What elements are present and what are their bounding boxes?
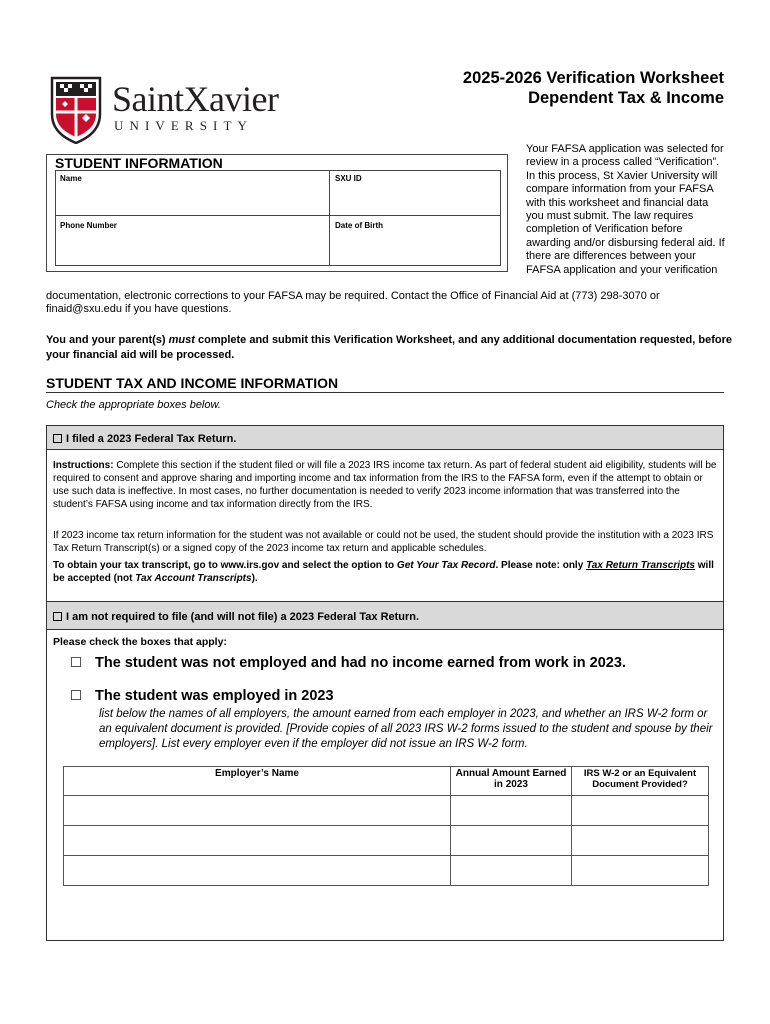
name-field[interactable] [56, 183, 328, 214]
employer-table-header [64, 767, 709, 796]
w2-provided-header: IRS W-2 or an Equivalent Document Provided? [572, 767, 709, 796]
employer-name-cell[interactable] [64, 796, 451, 826]
w2-cell[interactable] [572, 856, 709, 886]
tax-income-frame [46, 425, 724, 941]
sxu-id-field-label: SXU ID [335, 174, 362, 183]
employer-name-cell[interactable] [64, 826, 451, 856]
student-information-box [46, 154, 508, 272]
transcript-instructions: To obtain your tax transcript, go to www.irs.gov and select the option to Get Your Tax Record. Please note: only Tax Return Transcripts will be accepted (not Tax Account Transcripts). [53, 560, 714, 584]
option-employed [71, 688, 334, 704]
table-row [64, 796, 709, 826]
title-line-2: Dependent Tax & Income [528, 89, 724, 107]
dob-field[interactable] [331, 230, 499, 264]
filed-instructions-2: If 2023 income tax return information for the student was not available or could not be used, the student should provide the institution with a 2023 IRS Tax Return Transcript(s) or a signed copy of the 2023 income tax return and applicable schedules. [53, 530, 714, 554]
table-row [64, 826, 709, 856]
option-not-employed [71, 655, 626, 671]
shield-icon [50, 76, 102, 144]
sxu-id-field[interactable] [331, 183, 499, 214]
w2-cell[interactable] [572, 796, 709, 826]
section-heading: STUDENT TAX AND INCOME INFORMATION [46, 375, 724, 393]
filed-tax-return-label: I filed a 2023 Federal Tax Return. [66, 433, 237, 445]
phone-field-label: Phone Number [60, 221, 117, 230]
employer-name-cell[interactable] [64, 856, 451, 886]
not-filed-label: I am not required to file (and will not file) a 2023 Federal Tax Return. [66, 611, 420, 623]
dob-field-label: Date of Birth [335, 221, 383, 230]
intro-text-continued: documentation, electronic corrections to your FAFSA may be required. Contact the Office of Financial Aid at (773) 298-3070 or finaid@sxu.edu if you have questions. [46, 290, 660, 316]
not-filed-checkbox[interactable] [53, 612, 62, 621]
section-subheading: Check the appropriate boxes below. [46, 399, 221, 411]
filed-tax-return-row [47, 426, 723, 450]
employer-table [63, 766, 709, 886]
not-filed-row [47, 601, 723, 630]
name-field-label: Name [60, 174, 82, 183]
amount-cell[interactable] [451, 826, 572, 856]
not-employed-label: The student was not employed and had no income earned from work in 2023. [95, 655, 626, 671]
employed-checkbox[interactable] [71, 690, 81, 700]
submission-warning: You and your parent(s) must complete and submit this Verification Worksheet, and any additional documentation requested, before your financial aid will be processed. [46, 334, 732, 361]
employed-instructions: list below the names of all employers, the amount earned from each employer in 2023, and whether an IRS W-2 form or an equivalent document is provided. [Provide copies of all 2023 IRS W-2 forms issued to the student and spouse by their employers]. List every employer even if the employer did not issue an IRS W-2 form. [99, 708, 713, 750]
student-information-heading: STUDENT INFORMATION [55, 155, 223, 171]
w2-cell[interactable] [572, 826, 709, 856]
student-fields-grid [55, 170, 501, 266]
logo-wordmark: SaintXavier [112, 79, 279, 119]
logo-subword: UNIVERSITY [114, 118, 253, 133]
intro-text: Your FAFSA application was selected for review in a process called “Verification”. In this process, St Xavier University will compare information from your FAFSA with this worksheet and financial data you must submit. The law requires completion of Verification before awarding and/or disbursing federal aid. If there are differences between your FAFSA application and your verification [526, 143, 725, 276]
title-line-1: 2025-2026 Verification Worksheet [462, 69, 724, 87]
not-employed-checkbox[interactable] [71, 657, 81, 667]
check-boxes-prompt: Please check the boxes that apply: [53, 636, 227, 648]
filed-instructions: Instructions: Complete this section if the student filed or will file a 2023 IRS income tax return. As part of federal student aid eligibility, students will be required to consent and approve sharing and importing income and tax information from the IRS to the FAFSA form, even if the attempt to obtain or use such data is ineffective. In most cases, no further documentation is needed to verify 2023 income information that was transferred into the student’s FAFSA using income and tax information directly from the IRS. [53, 460, 717, 510]
table-row [64, 856, 709, 886]
university-logo [50, 74, 300, 146]
amount-cell[interactable] [451, 796, 572, 826]
amount-cell[interactable] [451, 856, 572, 886]
filed-tax-return-checkbox[interactable] [53, 434, 62, 443]
annual-amount-header: Annual Amount Earned in 2023 [451, 767, 572, 796]
phone-field[interactable] [56, 230, 328, 264]
page-title [463, 68, 724, 108]
employed-label: The student was employed in 2023 [95, 688, 334, 704]
employer-name-header: Employer’s Name [64, 767, 451, 796]
